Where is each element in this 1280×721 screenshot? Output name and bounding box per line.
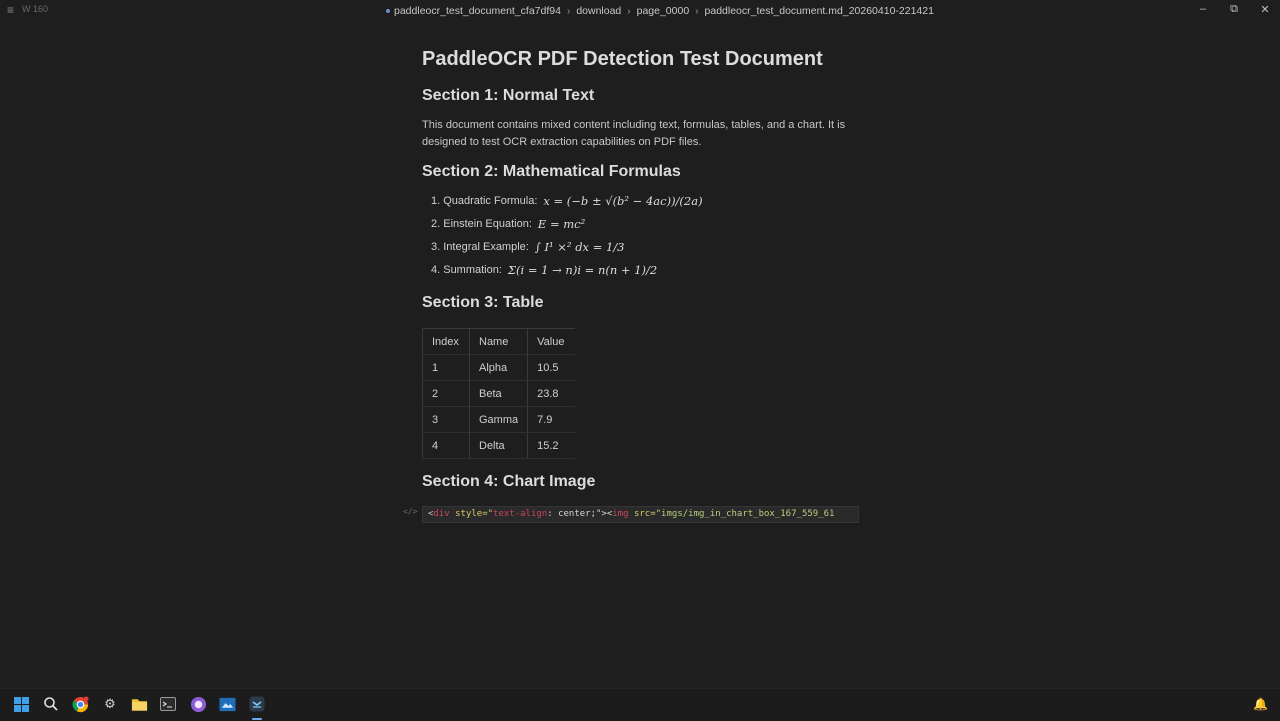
menu-icon[interactable]: ≡ — [7, 3, 15, 17]
breadcrumb-item[interactable]: page_0000 — [636, 5, 690, 17]
taskbar — [0, 688, 1280, 721]
table-cell: 15.2 — [528, 433, 576, 459]
breadcrumb-item[interactable]: paddleocr_test_document_cfa7df94 — [394, 5, 561, 17]
section-heading: Section 2: Mathematical Formulas — [422, 163, 681, 180]
list-item — [431, 194, 703, 208]
table-cell: 2 — [423, 381, 470, 407]
code-token: " — [487, 509, 494, 519]
html-code-block[interactable] — [422, 506, 859, 523]
table-row — [423, 433, 576, 459]
table-row — [423, 355, 576, 381]
code-token: text-align — [493, 509, 548, 519]
data-table — [422, 328, 575, 459]
formula-math: E = mc² — [537, 217, 586, 231]
table-cell: 23.8 — [528, 381, 576, 407]
chevron-right-icon: › — [566, 5, 571, 17]
page-title: PaddleOCR PDF Detection Test Document — [422, 48, 823, 70]
formula-math: Σ(i = 1 → n)i = n(n + 1)/2 — [507, 263, 658, 277]
code-icon: </> — [403, 507, 418, 516]
code-token: div — [433, 509, 450, 519]
minimize-icon[interactable]: – — [1199, 3, 1207, 15]
code-token: : center; — [547, 509, 597, 519]
formula-math: ∫ I¹ ×² dx = 1/3 — [534, 240, 625, 254]
chevron-right-icon: › — [695, 5, 699, 17]
settings-icon[interactable]: ⚙ — [104, 696, 116, 711]
breadcrumb-item[interactable]: download — [576, 5, 622, 17]
table-cell: Beta — [470, 381, 528, 407]
formula-label: 2. Einstein Equation: — [431, 218, 532, 230]
list-item — [431, 240, 625, 254]
workspace-label: W 160 — [22, 4, 49, 14]
code-token: img — [612, 509, 629, 519]
list-item — [431, 263, 657, 277]
title-bar — [0, 0, 1280, 22]
code-token: ">< — [596, 509, 613, 519]
table-cell: Gamma — [470, 407, 528, 433]
chevron-right-icon: › — [627, 5, 631, 17]
formula-label: 1. Quadratic Formula: — [431, 195, 538, 207]
terminal-icon[interactable] — [159, 695, 177, 713]
code-token: style= — [449, 509, 488, 519]
table-cell: 4 — [423, 433, 470, 459]
table-header-row — [423, 329, 576, 355]
section-heading: Section 3: Table — [422, 294, 544, 311]
app-icon[interactable] — [218, 695, 236, 713]
modified-dot-icon — [386, 9, 390, 13]
formula-label: 3. Integral Example: — [431, 241, 529, 253]
table-cell: 7.9 — [528, 407, 576, 433]
github-desktop-icon[interactable] — [189, 695, 207, 713]
editor-icon[interactable] — [248, 695, 266, 713]
search-icon[interactable] — [42, 695, 60, 713]
table-cell: Alpha — [470, 355, 528, 381]
table-cell: Delta — [470, 433, 528, 459]
column-header: Index — [423, 329, 470, 355]
windows-start-icon[interactable] — [12, 695, 30, 713]
notification-bell-icon[interactable]: 🔔 — [1253, 697, 1268, 711]
formula-math: x = (−b ± √(b² − 4ac))/(2a) — [543, 194, 703, 208]
table-row — [423, 381, 576, 407]
column-header: Name — [470, 329, 528, 355]
section-heading: Section 4: Chart Image — [422, 473, 596, 490]
restore-icon[interactable]: ⧉ — [1230, 3, 1238, 15]
section-heading: Section 1: Normal Text — [422, 87, 595, 104]
table-cell: 1 — [423, 355, 470, 381]
code-token: src= — [628, 509, 656, 519]
breadcrumb — [386, 4, 934, 18]
formula-label: 4. Summation: — [431, 264, 502, 276]
table-row — [423, 407, 576, 433]
chrome-icon[interactable] — [71, 695, 89, 713]
code-token: < — [428, 509, 434, 519]
column-header: Value — [528, 329, 576, 355]
code-token: "imgs/img_in_chart_box_167_559_61 — [655, 509, 835, 519]
paragraph: This document contains mixed content including text, formulas, tables, and a chart. It is designed to test OCR extraction capabilities on PDF files. — [422, 119, 846, 148]
table-cell: 10.5 — [528, 355, 576, 381]
close-icon[interactable]: ✕ — [1260, 4, 1270, 16]
list-item — [431, 217, 585, 231]
breadcrumb-item[interactable]: paddleocr_test_document.md_20260410-221421 — [704, 5, 934, 17]
file-explorer-icon[interactable] — [130, 695, 148, 713]
table-cell: 3 — [423, 407, 470, 433]
